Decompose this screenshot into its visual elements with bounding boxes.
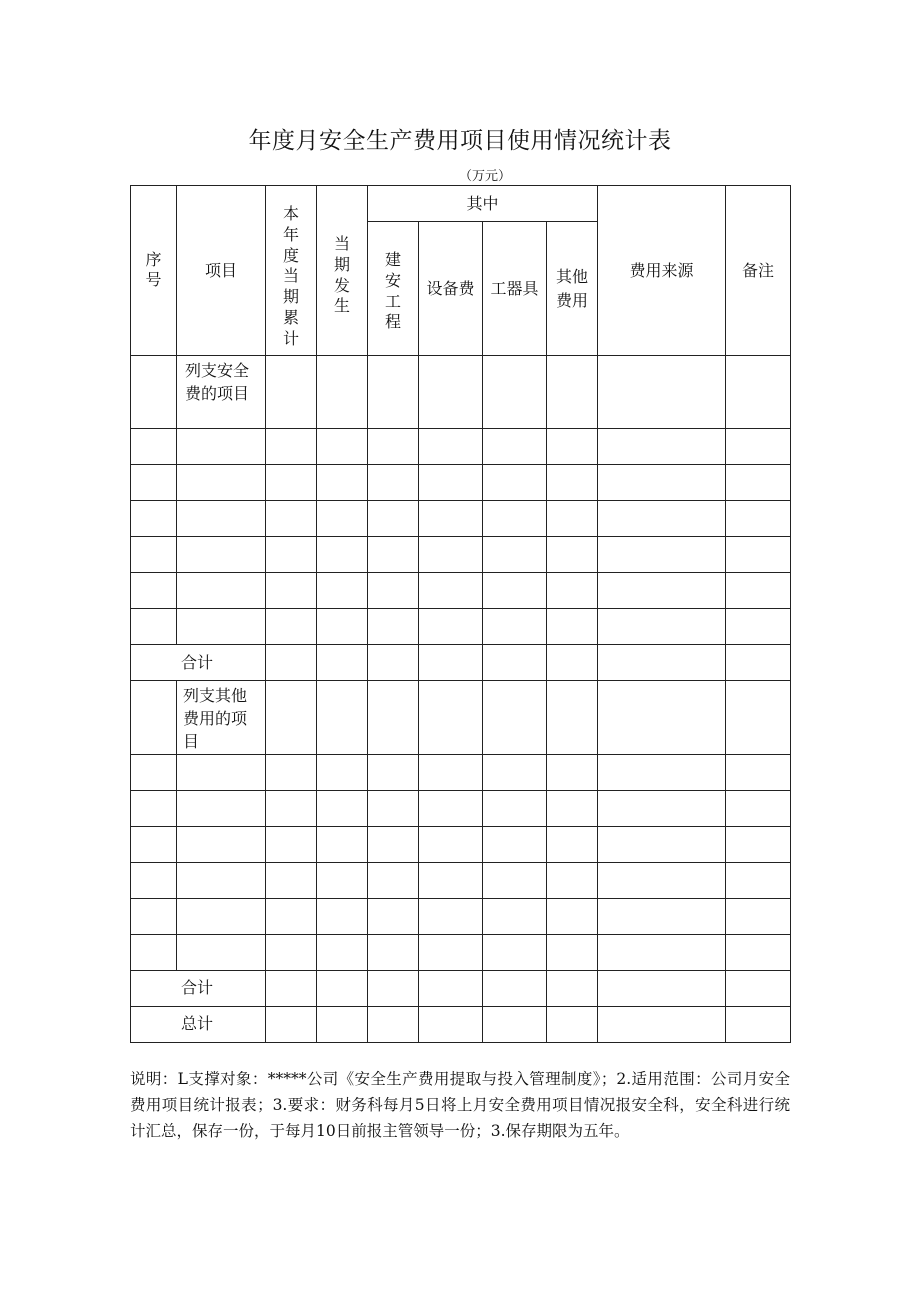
table-row [131, 465, 791, 501]
header-item: 项目 [177, 186, 266, 356]
header-tools: 工器具 [483, 222, 547, 356]
header-construction: 建安工程 [368, 222, 419, 356]
footnote: 说明：L支撑对象：*****公司《安全生产费用提取与投入管理制度》；2.适用范围：公司月安全费用项目统计报表；3.要求：财务科每月5日将上月安全费用项目情况报安全科，安全科进行统计汇总，保存一份，于每月10日前报主管领导一份；3.保存期限为五年。 [130, 1070, 790, 1140]
table-row [131, 898, 791, 934]
subtotal-safety: 合计 [131, 645, 266, 681]
grand-total: 总计 [131, 1006, 266, 1042]
table-row [131, 790, 791, 826]
header-source: 费用来源 [598, 186, 726, 356]
page-title: 年度月安全生产费用项目使用情况统计表 [248, 128, 672, 154]
table-row [131, 826, 791, 862]
header-year-cumulative: 本年度当期累计 [266, 186, 317, 356]
header-among: 其中 [368, 186, 598, 222]
header-seq: 序号 [131, 186, 177, 356]
table-row [131, 501, 791, 537]
table-row [131, 537, 791, 573]
table-row [131, 934, 791, 970]
cell [131, 356, 177, 429]
expense-table [130, 185, 791, 1043]
table-row [131, 862, 791, 898]
cell [131, 681, 177, 755]
table-row [131, 609, 791, 645]
table-row [131, 573, 791, 609]
subtotal-other: 合计 [131, 970, 266, 1006]
header-equipment: 设备费 [419, 222, 483, 356]
header-current-period: 当期发生 [317, 186, 368, 356]
section-label-other: 列支其他费用的项目 [177, 681, 266, 755]
header-other: 其他费用 [547, 222, 598, 356]
table-row [131, 754, 791, 790]
header-remark: 备注 [726, 186, 791, 356]
section-label-safety: 列支安全费的项目 [177, 356, 266, 429]
unit-label: （万元） [458, 169, 511, 184]
table-row [131, 429, 791, 465]
